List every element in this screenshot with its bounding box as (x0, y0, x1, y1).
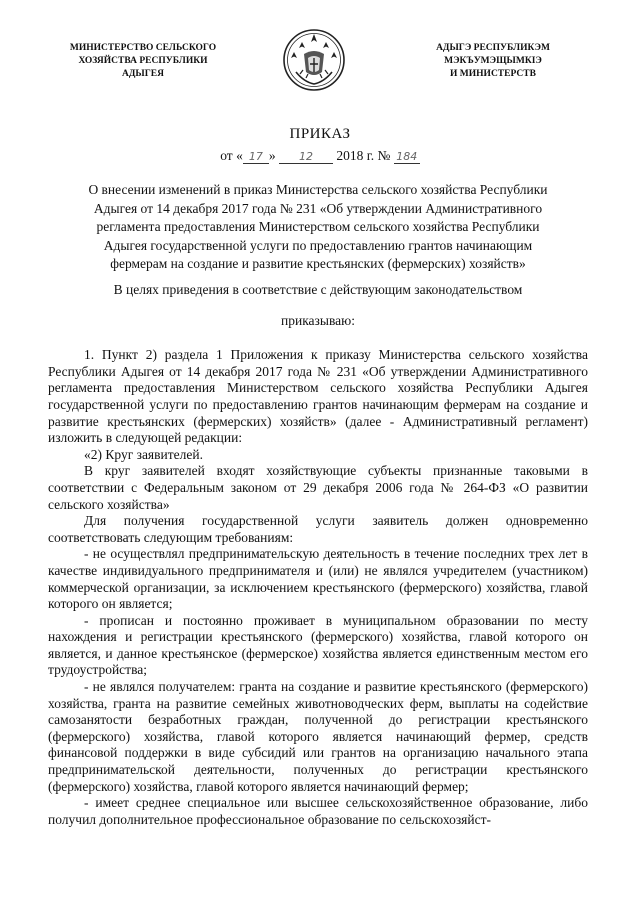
paragraph: 1. Пункт 2) раздела 1 Приложения к приказу Министерства сельского хозяйства Республики Адыгея от 14 декабря 2017 года № 231 «Об утверждении Административного регламента предоставления Министерством сельского хозяйства Республики Адыгея государственной услуги по предоставлению грантов начинающим фермерам на создание и развитие крестьянских (фермерских) хозяйств» (далее - Административный регламент) изложить в следующей редакции: (48, 347, 588, 446)
paragraph: В круг заявителей входят хозяйствующие субъекты признанные таковыми в соответствии с Федеральным законом от 29 декабря 2006 года № 264-ФЗ «О развитии сельского хозяйства» (48, 463, 588, 512)
paragraph: «2) Круг заявителей. (84, 446, 203, 462)
header-line: МИНИСТЕРСТВО СЕЛЬСКОГО (69, 43, 217, 53)
number-field: 184 (394, 150, 420, 164)
header-line: АДЫГЭ РЕСПУБЛИКЭМ (436, 43, 550, 53)
paragraph: - не осуществлял предпринимательскую деятельность в течение последних трех лет в качестве индивидуального предпринимателя и (или) не являлся учредителем (участником) коммерческой организации, за исключением крестьянского (фермерского) хозяйства, главой которого он является; (48, 546, 588, 612)
date-prefix: от « (220, 148, 243, 163)
order-word: приказываю: (281, 312, 355, 328)
number-prefix: № (377, 148, 391, 163)
ministry-name-russian (48, 42, 238, 81)
document-title: ПРИКАЗ (289, 126, 351, 142)
ministry-name-adyghe (398, 42, 588, 81)
preamble: В целях приведения в соответствие с действующим законодательством (113, 282, 523, 297)
header-line: И МИНИСТЕРСТВ (450, 69, 536, 79)
coat-of-arms-emblem (282, 28, 346, 92)
year-text: 2018 г. (336, 148, 375, 163)
header-line: ХОЗЯЙСТВА РЕСПУБЛИКИ (78, 56, 208, 66)
date-line (0, 148, 640, 164)
document-body (48, 282, 588, 828)
order-subject: О внесении изменений в приказ Министерства сельского хозяйства Республики Адыгея от 14 декабря 2017 года № 231 «Об утверждении Административного регламента предоставления Министерством сельского хозяйства Республики Адыгея государственной услуги по предоставлению грантов начинающим фермерам на создание и развитие крестьянских (фермерских) хозяйств» (88, 182, 548, 271)
month-field: 12 (279, 150, 333, 164)
header-line: АДЫГЕЯ (122, 69, 164, 79)
paragraph: - прописан и постоянно проживает в муниципальном образовании по месту нахождения и регистрации крестьянского (фермерского) хозяйства, главой которого он является, и данное крестьянское (фермерское) хозяйства является единственным местом его трудоустройства; (48, 612, 588, 678)
day-close: » (268, 148, 276, 163)
header-line: МЭКЪУМЭЩЫМКIЭ (444, 56, 542, 66)
day-field: 17 (243, 150, 269, 164)
paragraph: - имеет среднее специальное или высшее сельскохозяйственное образование, либо получил дополнительное профессиональное образование по сельскохозяйст- (48, 795, 588, 827)
paragraph: Для получения государственной услуги заявитель должен одновременно соответствовать следующим требованиям: (48, 513, 588, 545)
paragraph: - не являлся получателем: гранта на создание и развитие крестьянского (фермерского) хозяйства, гранта на развитие семейных животноводческих ферм, выплаты на содействие самозанятости безработных граждан, полученной до регистрации крестьянского (фермерского) хозяйства, главой которого является начинающий фермер, средств финансовой поддержки в виде субсидий или грантов на организацию начального этапа предпринимательской деятельности, полученных до регистрации крестьянского (фермерского) хозяйства, главой которого является начинающий фермер; (48, 679, 588, 794)
